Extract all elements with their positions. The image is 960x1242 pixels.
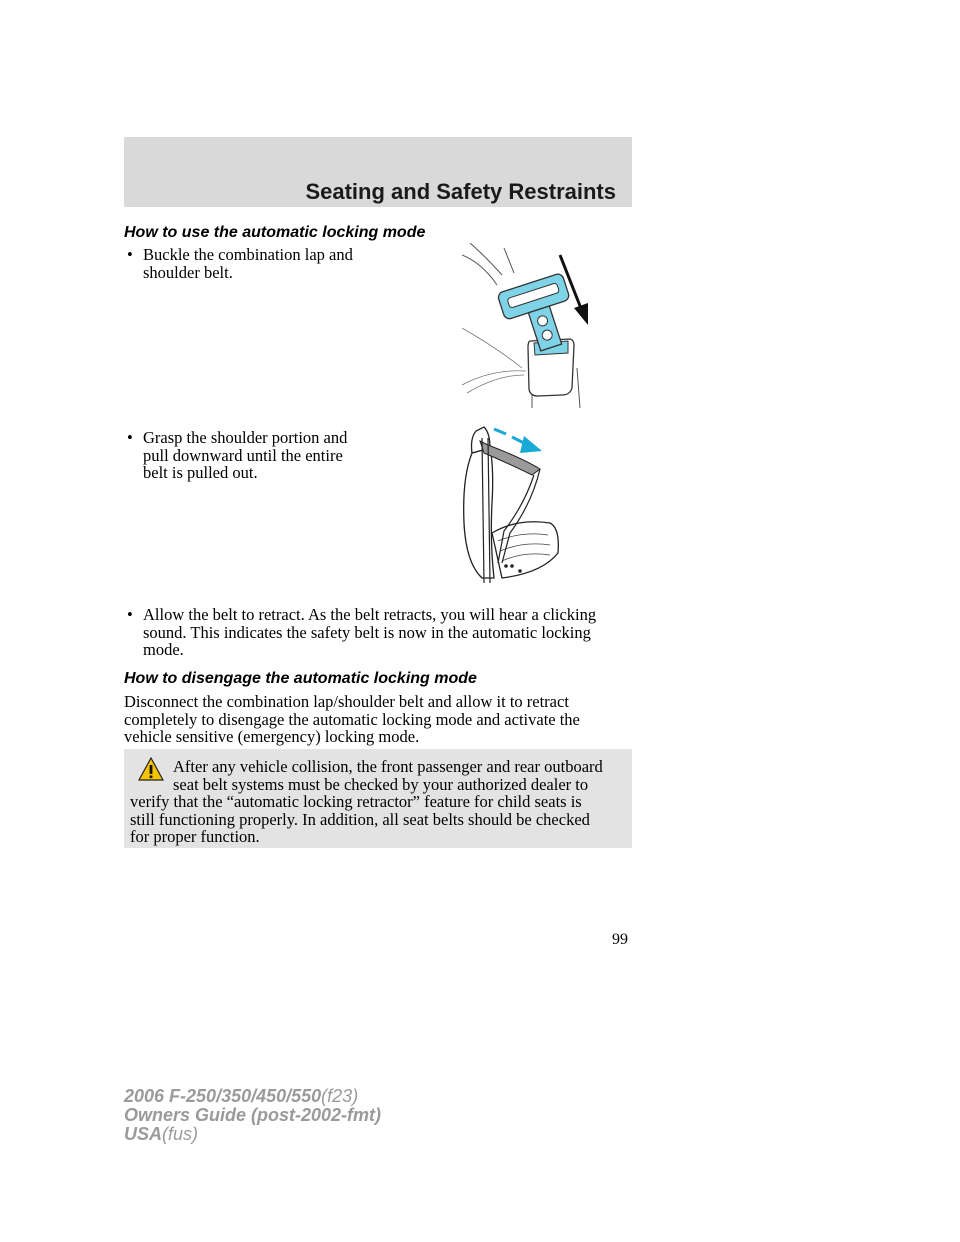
buckle-illustration [462, 243, 592, 408]
footer-model: 2006 F-250/350/450/550 [124, 1086, 322, 1106]
warning-triangle-icon [138, 757, 164, 781]
disengage-paragraph: Disconnect the combination lap/shoulder belt and allow it to retract completely to disengage the automatic locking mode and activate the vehicle sensitive (emergency) locking mode. [124, 692, 580, 746]
document-footer [124, 1087, 381, 1144]
section-header-band [124, 137, 632, 207]
seat-belt-pull-illustration [462, 423, 572, 588]
bullet-grasp: Grasp the shoulder portion and pull downward until the entire belt is pulled out. [143, 428, 348, 482]
heading-use-automatic-locking: How to use the automatic locking mode [124, 224, 426, 241]
footer-guide: Owners Guide (post-2002-fmt) [124, 1105, 382, 1125]
warning-box [124, 749, 632, 848]
bullet-buckle: Buckle the combination lap and shoulder belt. [143, 245, 353, 282]
page-number: 99 [612, 931, 628, 948]
bullet-allow-retract: Allow the belt to retract. As the belt retracts, you will hear a clicking sound. This indicates the safety belt is now in the automatic locking mode. [143, 605, 597, 659]
bullet-marker: • [127, 428, 133, 447]
warning-text-lines-1-2: After any vehicle collision, the front passenger and rear outboard seat belt systems must be checked by your authorized dealer to [173, 757, 603, 794]
warning-text-lines-3-5: verify that the “automatic locking retractor” feature for child seats is still functioning properly. In addition, all seat belts should be checked for proper function. [130, 792, 590, 846]
bullet-marker: • [127, 245, 133, 264]
heading-disengage-automatic-locking: How to disengage the automatic locking mode [124, 670, 477, 687]
footer-region-code: (fus) [162, 1124, 199, 1144]
section-title: Seating and Safety Restraints [305, 179, 616, 204]
bullet-marker: • [127, 605, 133, 624]
footer-model-code: (f23) [321, 1086, 359, 1106]
footer-region: USA [124, 1124, 163, 1144]
